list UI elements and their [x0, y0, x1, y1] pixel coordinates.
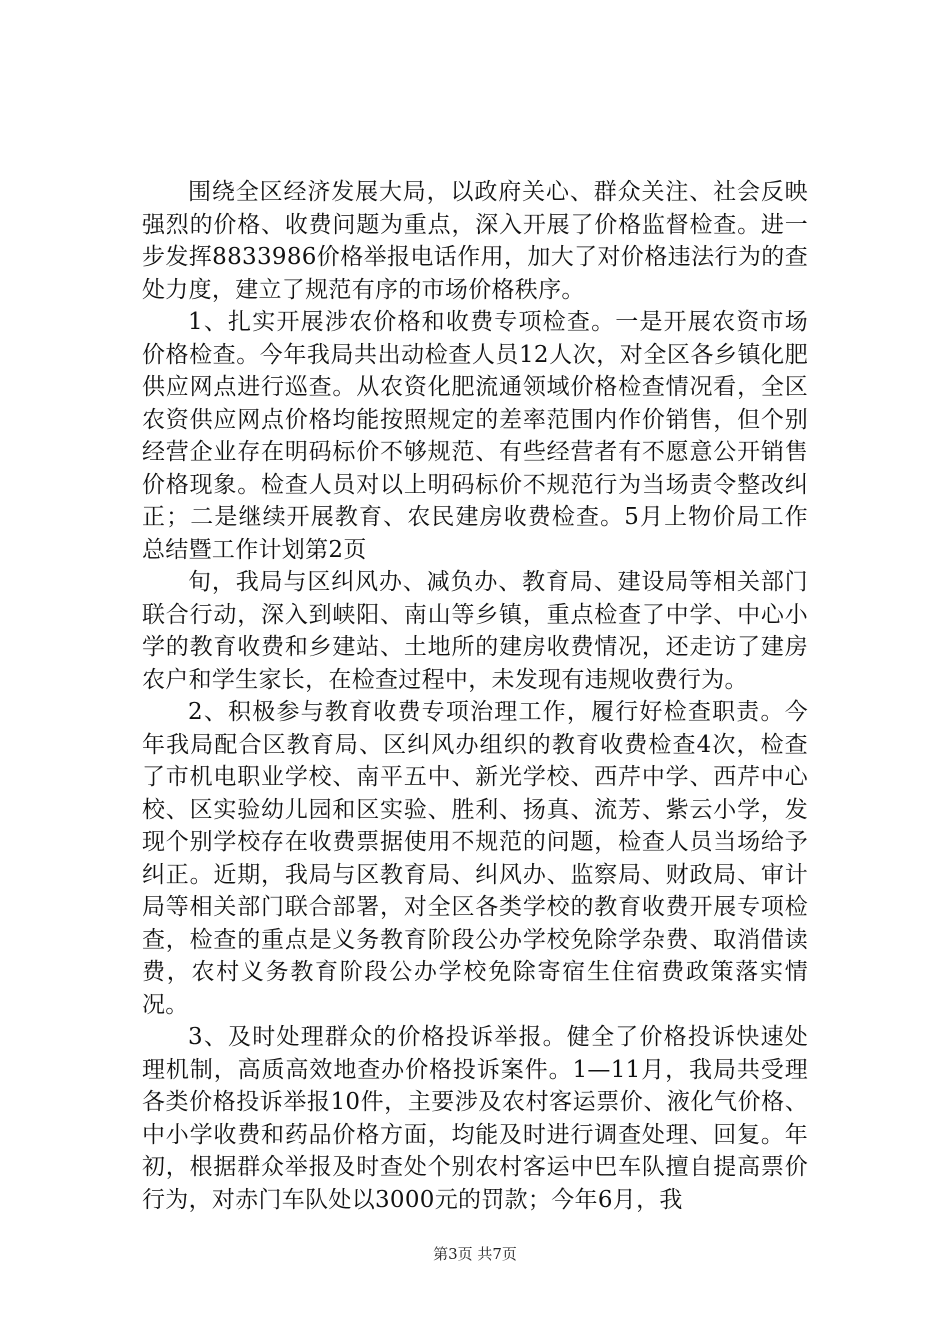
- page-number-label: 第3页 共7页: [433, 1245, 517, 1263]
- paragraph-intro: 围绕全区经济发展大局，以政府关心、群众关注、社会反映强烈的价格、收费问题为重点，深入开展了价格监督检查。进一步发挥8833986价格举报电话作用，加大了对价格违法行为的查处力度，建立了规范有序的市场价格秩序。: [142, 179, 808, 303]
- paragraph-item-1: 1、扎实开展涉农价格和收费专项检查。一是开展农资市场价格检查。今年我局共出动检查人员12人次，对全区各乡镇化肥供应网点进行巡查。从农资化肥流通领域价格检查情况看，全区农资供应网点价格均能按照规定的差率范围内作价销售，但个别经营企业存在明码标价不够规范、有些经营者有不愿意公开销售价格现象。检查人员对以上明码标价不规范行为当场责令整改纠正；二是继续开展教育、农民建房收费检查。5月上物价局工作总结暨工作计划第2页: [142, 309, 808, 563]
- page-footer: [0, 1244, 950, 1264]
- paragraph-item-2: 2、积极参与教育收费专项治理工作，履行好检查职责。今年我局配合区教育局、区纠风办组织的教育收费检查4次，检查了市机电职业学校、南平五中、新光学校、西芹中学、西芹中心校、区实验幼儿园和区实验、胜利、扬真、流芳、紫云小学，发现个别学校存在收费票据使用不规范的问题，检查人员当场给予纠正。近期，我局与区教育局、纠风办、监察局、财政局、审计局等相关部门联合部署，对全区各类学校的教育收费开展专项检查，检查的重点是义务教育阶段公办学校免除学杂费、取消借读费，农村义务教育阶段公办学校免除寄宿生住宿费政策落实情况。: [142, 699, 808, 1018]
- paragraph-item-3: 3、及时处理群众的价格投诉举报。健全了价格投诉快速处理机制，高质高效地查办价格投诉案件。1—11月，我局共受理各类价格投诉举报10件，主要涉及农村客运票价、液化气价格、中小学收费和药品价格方面，均能及时进行调查处理、回复。年初，根据群众举报及时查处个别农村客运中巴车队擅自提高票价行为，对赤门车队处以3000元的罚款；今年6月，我: [142, 1024, 808, 1213]
- document-body: [142, 176, 808, 1216]
- paragraph-item-1-continued: 旬，我局与区纠风办、减负办、教育局、建设局等相关部门联合行动，深入到峡阳、南山等乡镇，重点检查了中学、中心小学的教育收费和乡建站、土地所的建房收费情况，还走访了建房农户和学生家长，在检查过程中，未发现有违规收费行为。: [142, 569, 808, 693]
